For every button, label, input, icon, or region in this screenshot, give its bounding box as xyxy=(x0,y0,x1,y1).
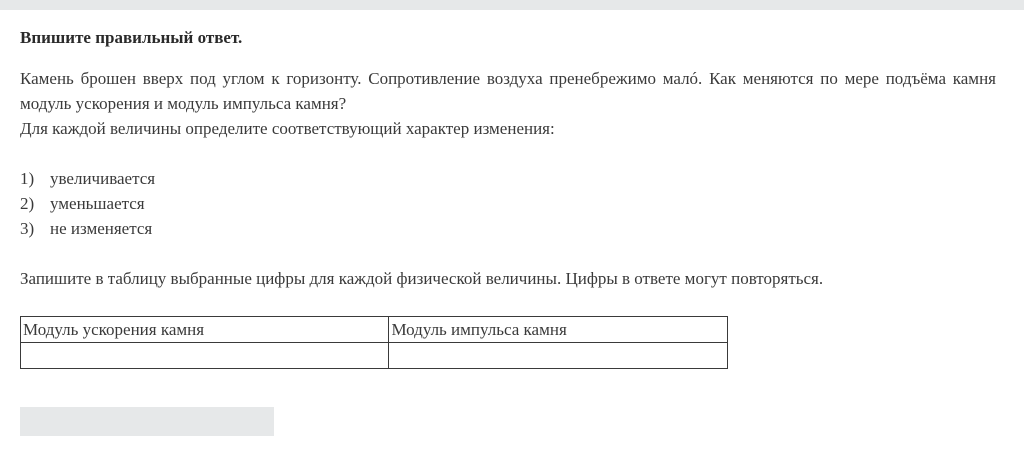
option-label: увеличивается xyxy=(50,169,156,188)
task-body xyxy=(20,22,996,291)
option-item xyxy=(20,216,996,241)
option-number: 2) xyxy=(20,194,35,213)
table-instruction: Запишите в таблицу выбранные цифры для каждой физической величины. Цифры в ответе могут повторяться. xyxy=(20,269,824,288)
answer-table xyxy=(20,316,728,369)
answer-cell-acceleration[interactable] xyxy=(21,343,389,369)
spacer xyxy=(20,141,996,166)
option-label: уменьшается xyxy=(50,194,145,213)
top-strip xyxy=(0,0,1024,10)
task-instruction: Впишите правильный ответ. xyxy=(20,28,243,47)
spacer xyxy=(20,241,996,266)
option-item xyxy=(20,191,996,216)
option-number: 3) xyxy=(20,219,35,238)
option-item xyxy=(20,166,996,191)
answer-cell-momentum[interactable] xyxy=(389,343,728,369)
header-acceleration: Модуль ускорения камня xyxy=(21,317,389,343)
option-number: 1) xyxy=(20,169,35,188)
question-text: Камень брошен вверх под углом к горизонту. Сопротивление воздуха пренебрежимо малó. Как меняются по мере подъёма камня модуль ускорения и модуль импульса камня? xyxy=(20,69,996,113)
header-momentum: Модуль импульса камня xyxy=(389,317,728,343)
answer-table-header-row xyxy=(21,317,728,343)
acceleration-answer-input[interactable] xyxy=(23,345,386,367)
answer-table-input-row xyxy=(21,343,728,369)
answer-button-placeholder[interactable] xyxy=(20,407,274,436)
option-label: не изменяется xyxy=(50,219,153,238)
question-subtext: Для каждой величины определите соответствующий характер изменения: xyxy=(20,119,555,138)
options-list xyxy=(20,166,996,241)
momentum-answer-input[interactable] xyxy=(391,345,725,367)
